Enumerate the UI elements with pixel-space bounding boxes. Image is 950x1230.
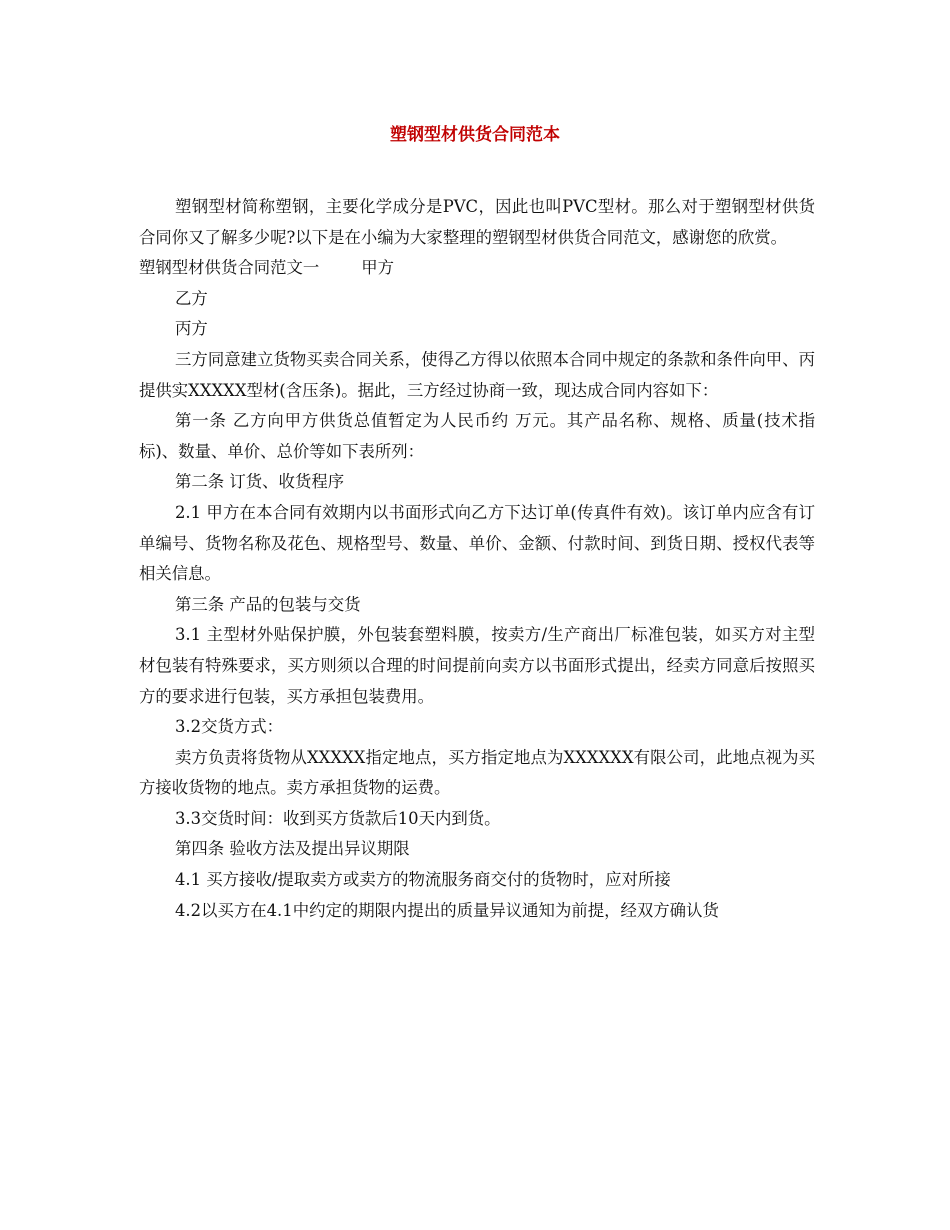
document-body xyxy=(139,192,815,926)
article-3-2-detail: 卖方负责将货物从XXXXX指定地点，买方指定地点为XXXXXX有限公司，此地点视为买方接收货物的地点。卖方承担货物的运费。 xyxy=(139,747,815,798)
sample-heading-line xyxy=(139,253,815,284)
article-3-1-paragraph: 3.1 主型材外贴保护膜，外包装套塑料膜，按卖方/生产商出厂标准包装，如买方对主型材包装有特殊要求，买方则须以合理的时间提前向卖方以书面形式提出，经卖方同意后按照买方的要求进行包装，买方承担包装费用。 xyxy=(139,625,815,706)
party-c-label: 丙方 xyxy=(175,319,208,339)
article-2-heading: 第二条 订货、收货程序 xyxy=(175,472,345,492)
article-2-1-paragraph: 2.1 甲方在本合同有效期内以书面形式向乙方下达订单(传真件有效)。该订单内应含有订单编号、货物名称及花色、规格型号、数量、单价、金额、付款时间、到货日期、授权代表等相关信息。 xyxy=(139,502,815,584)
article-1-paragraph: 第一条 乙方向甲方供货总值暂定为人民币约 万元。其产品名称、规格、质量(技术指标)、数量、单价、总价等如下表所列： xyxy=(139,411,815,461)
article-4-2-paragraph: 4.2以买方在4.1中约定的期限内提出的质量异议通知为前提，经双方确认货 xyxy=(175,900,719,920)
preamble-paragraph: 三方同意建立货物买卖合同关系，使得乙方得以依照本合同中规定的条款和条件向甲、丙提供实XXXXX型材(含压条)。据此，三方经过协商一致，现达成合同内容如下： xyxy=(139,349,815,400)
document-title: 塑钢型材供货合同范本 xyxy=(390,125,560,145)
article-4-1-paragraph: 4.1 买方接收/提取卖方或卖方的物流服务商交付的货物时，应对所接 xyxy=(175,870,671,890)
article-3-heading: 第三条 产品的包装与交货 xyxy=(175,594,361,614)
intro-paragraph: 塑钢型材简称塑钢，主要化学成分是PVC，因此也叫PVC型材。那么对于塑钢型材供货合同你又了解多少呢?以下是在小编为大家整理的塑钢型材供货合同范文，感谢您的欣赏。 xyxy=(139,197,815,247)
article-4-heading: 第四条 验收方法及提出异议期限 xyxy=(175,839,410,859)
sample-heading: 塑钢型材供货合同范文一 xyxy=(139,258,320,278)
article-3-2-heading: 3.2交货方式： xyxy=(175,717,284,737)
party-a-label: 甲方 xyxy=(361,258,395,278)
party-b-label: 乙方 xyxy=(175,288,208,308)
article-3-3-paragraph: 3.3交货时间：收到买方货款后10天内到货。 xyxy=(175,808,501,828)
